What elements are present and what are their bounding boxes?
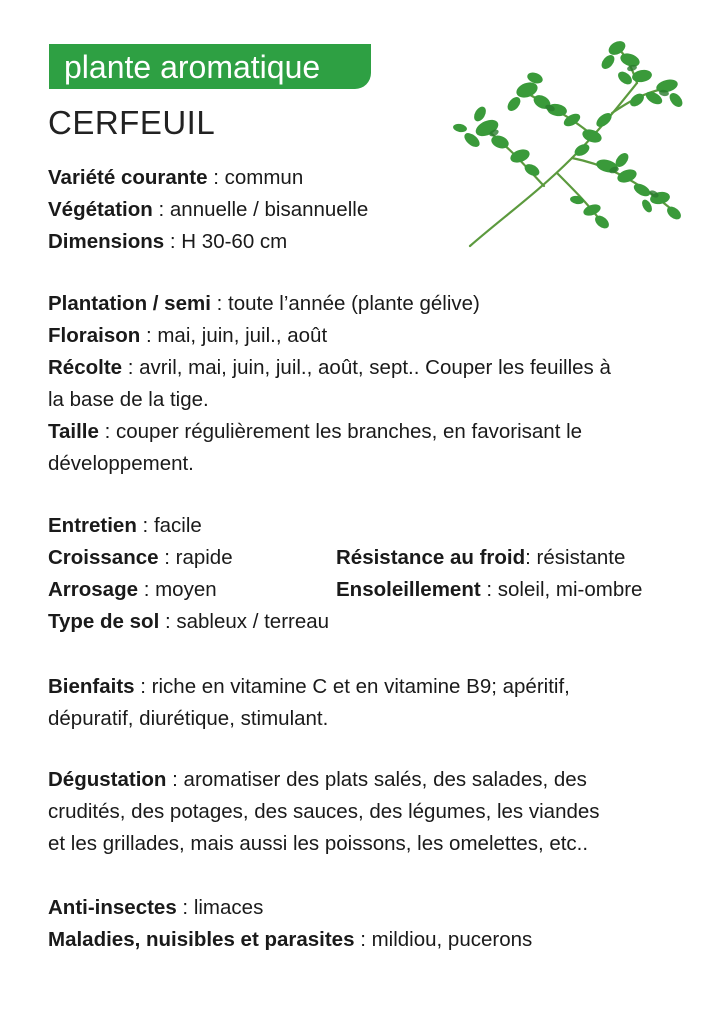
field-value: dépuratif, diurétique, stimulant. [48,707,329,730]
field-label: Anti-insectes [48,896,177,919]
field-value: la base de la tige. [48,388,209,411]
field-degustation-cont [48,796,600,828]
field-bienfaits-cont [48,703,328,735]
field-separator: : [525,546,537,569]
field-value: commun [224,166,304,189]
field-label: Dimensions [48,230,165,253]
field-label: Floraison [48,324,141,347]
field-separator: : [166,768,184,791]
field-taille-cont [48,448,194,480]
field-value: et les grillades, mais aussi les poissons, les omelettes, etc.. [48,832,589,855]
field-value: sableux / terreau [176,610,330,633]
field-degustation-cont2 [48,828,588,860]
field-separator: : [152,198,170,221]
field-ensoleillement [336,574,642,606]
field-label: Variété courante [48,166,208,189]
field-value: développement. [48,452,194,475]
field-label: Croissance [48,546,159,569]
field-value: rapide [175,546,233,569]
field-anti-insectes [48,892,263,924]
field-label: Bienfaits [48,675,135,698]
field-croissance [48,542,233,574]
field-separator: : [140,324,158,347]
page-title: CERFEUIL [48,104,216,141]
field-value: crudités, des potages, des sauces, des légumes, les viandes [48,800,600,823]
field-label: Résistance au froid [336,546,526,569]
field-maladies [48,924,532,956]
category-label: plante aromatique [64,49,321,85]
field-separator: : [176,896,194,919]
field-separator: : [480,578,498,601]
category-badge [49,44,371,89]
field-value: mai, juin, juil., août [157,324,328,347]
field-degustation [48,764,587,796]
field-recolte-cont [48,384,209,416]
field-separator: : [159,610,177,633]
field-value: résistante [536,546,626,569]
field-label: Ensoleillement [336,578,481,601]
field-separator: : [158,546,176,569]
field-label: Taille [48,420,99,443]
field-value: limaces [193,896,264,919]
field-value: facile [153,514,202,537]
chervil-plant-illustration [432,38,687,250]
field-label: Entretien [48,514,137,537]
field-value: couper régulièrement les branches, en favorisant le [115,420,583,443]
field-separator: : [134,675,152,698]
field-value: soleil, mi-ombre [497,578,643,601]
field-separator: : [136,514,154,537]
field-value: moyen [155,578,217,601]
field-label: Récolte [48,356,123,379]
field-bienfaits [48,671,570,703]
field-label: Type de sol [48,610,160,633]
field-vegetation [48,194,368,226]
field-separator: : [138,578,156,601]
field-label: Maladies, nuisibles et parasites [48,928,355,951]
field-value: toute l’année (plante gélive) [228,292,480,315]
field-separator: : [207,166,225,189]
field-separator: : [122,356,140,379]
field-value: aromatiser des plats salés, des salades, des [183,768,587,791]
field-separator: : [210,292,228,315]
field-separator: : [98,420,116,443]
field-variete [48,162,303,194]
field-label: Végétation [48,198,153,221]
field-value: annuelle / bisannuelle [169,198,369,221]
field-plantation [48,288,480,320]
field-entretien [48,510,202,542]
field-arrosage [48,574,217,606]
field-resistance [336,542,625,574]
field-label: Arrosage [48,578,139,601]
field-sol [48,606,329,638]
field-value: riche en vitamine C et en vitamine B9; apéritif, [151,675,570,698]
field-value: mildiou, pucerons [371,928,533,951]
field-taille [48,416,582,448]
field-separator: : [164,230,182,253]
field-recolte [48,352,611,384]
field-dimensions [48,226,287,258]
field-separator: : [354,928,372,951]
field-label: Dégustation [48,768,167,791]
field-label: Plantation / semi [48,292,211,315]
field-value: H 30-60 cm [181,230,288,253]
field-floraison [48,320,327,352]
field-value: avril, mai, juin, juil., août, sept.. Couper les feuilles à [139,356,611,379]
